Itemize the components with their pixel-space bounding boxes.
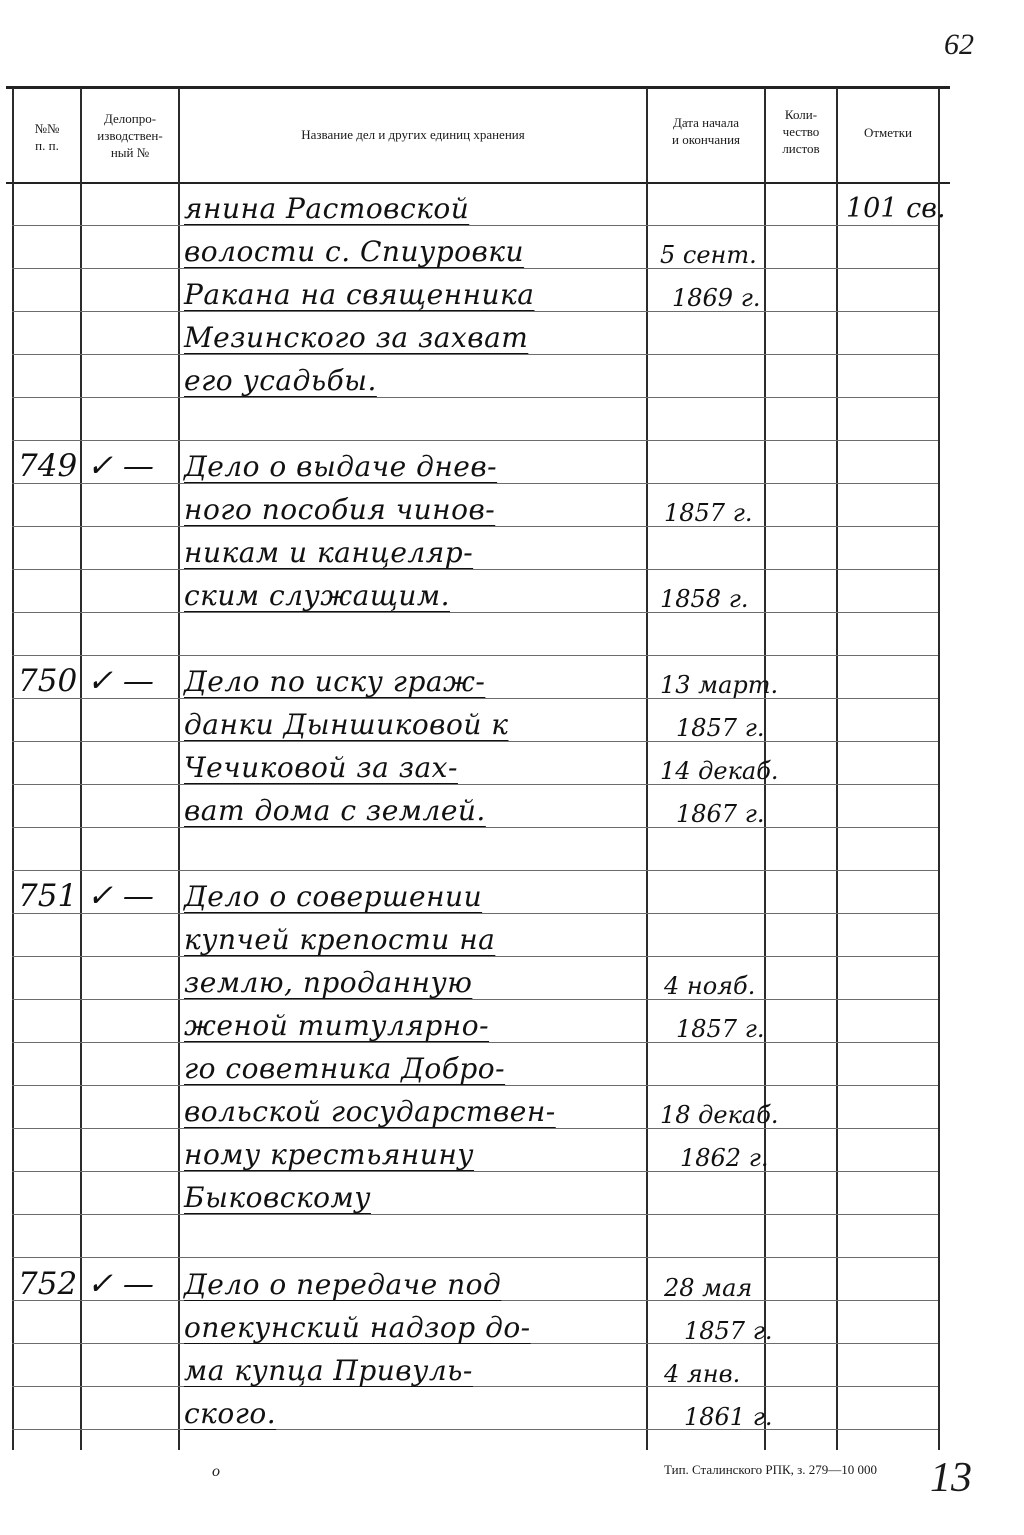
row-rule	[12, 354, 938, 355]
entry-date: 5 сент.	[660, 241, 757, 269]
entry-title-line: Дело о выдаче днев-	[184, 450, 498, 483]
entry-title-line: землю, проданную	[184, 966, 473, 999]
row-rule	[12, 1257, 938, 1258]
column-divider	[178, 88, 180, 1450]
entry-title-line: го советника Добро-	[184, 1052, 506, 1085]
header-col-number-line-2: п. п.	[35, 138, 59, 153]
column-divider	[938, 88, 940, 1450]
entry-title-line: янина Растовской	[184, 192, 470, 225]
entry-title-line: ским служащим.	[184, 579, 450, 612]
row-rule	[12, 612, 938, 613]
entry-notes: 101 св.	[846, 193, 946, 224]
column-divider	[12, 88, 14, 1450]
entry-date: 18 декаб.	[660, 1101, 779, 1129]
entry-date: 28 мая	[664, 1274, 753, 1302]
page-number: 62	[944, 28, 974, 61]
entry-date: 13 март.	[660, 671, 779, 699]
header-col-dates	[648, 114, 764, 148]
entry-date: 1858 г.	[660, 585, 749, 613]
row-rule	[12, 784, 938, 785]
entry-title-line: Ракана на священника	[184, 278, 535, 311]
entry-title-line: данки Дыншиковой к	[184, 708, 509, 741]
entry-date: 1857 г.	[676, 1015, 765, 1043]
header-col-notes: Отметки	[863, 125, 913, 140]
header-col-title: Название дел и других единиц хранения	[301, 127, 525, 142]
entry-title-line: ват дома с землей.	[184, 794, 486, 827]
entry-title-line: опекунский надзор до-	[184, 1311, 531, 1344]
row-rule	[12, 870, 938, 871]
row-rule	[12, 741, 938, 742]
row-rule	[12, 225, 938, 226]
print-info: Тип. Сталинского РПК, з. 279—10 000	[664, 1462, 878, 1477]
entry-title-line: ному крестьянину	[184, 1138, 475, 1171]
header-col-sheets-line-3: листов	[782, 141, 820, 156]
entry-date: 1867 г.	[676, 800, 765, 828]
header-col-record-number-line-3: ный №	[110, 145, 150, 160]
column-divider	[646, 88, 648, 1450]
entry-title-line: купчей крепости на	[184, 923, 496, 956]
entry-date: 1857 г.	[664, 499, 753, 527]
entry-title-line: Дело о передаче под	[184, 1268, 502, 1301]
row-rule	[12, 397, 938, 398]
header-col-sheets-line-1: Коли-	[784, 107, 818, 122]
row-rule	[12, 268, 938, 269]
row-rule	[12, 1042, 938, 1043]
entry-date: 4 нояб.	[664, 972, 756, 1000]
row-rule	[12, 827, 938, 828]
header-col-record-number-line-1: Делопро-	[103, 111, 157, 126]
column-divider	[80, 88, 82, 1450]
entry-number: 750 ✓ —	[18, 663, 154, 699]
row-rule	[12, 1128, 938, 1129]
header-col-number	[14, 120, 80, 154]
row-rule	[12, 526, 938, 527]
header-col-sheets-line-2: чество	[782, 124, 820, 139]
row-rule	[12, 569, 938, 570]
header-col-record-number-line-2: изводствен-	[97, 128, 163, 143]
row-rule	[12, 440, 938, 441]
entry-date: 14 декаб.	[660, 757, 779, 785]
entry-number: 752 ✓ —	[18, 1266, 154, 1302]
stray-mark: о	[212, 1463, 220, 1480]
entry-title-line: Мезинского за захват	[184, 321, 529, 354]
entry-date: 1857 г.	[676, 714, 765, 742]
row-rule	[12, 311, 938, 312]
entry-title-line: волости с. Спиурoвки	[184, 235, 525, 268]
header-bottom-border	[6, 182, 950, 184]
entry-title-line: Быковскому	[184, 1181, 371, 1214]
entry-date: 1857 г.	[684, 1317, 773, 1345]
entry-date: 1862 г.	[680, 1144, 769, 1172]
entry-title-line: ма купца Привуль-	[184, 1354, 473, 1387]
entry-title-line: Дело по иску граж-	[184, 665, 486, 698]
row-rule	[12, 655, 938, 656]
entry-number: 751 ✓ —	[18, 878, 154, 914]
entry-number: 749 ✓ —	[18, 448, 154, 484]
entry-title-line: его усадьбы.	[184, 364, 377, 397]
corner-mark: 13	[930, 1455, 972, 1501]
entry-date: 4 янв.	[664, 1360, 741, 1388]
entry-date: 1869 г.	[672, 284, 761, 312]
row-rule	[12, 1171, 938, 1172]
entry-title-line: Чечиковой за зах-	[184, 751, 458, 784]
row-rule	[12, 956, 938, 957]
header-col-sheets	[766, 106, 836, 157]
header-col-record-number	[82, 110, 178, 161]
entry-title-line: Дело о совершении	[184, 880, 483, 913]
entry-title-line: никам и канцеляр-	[184, 536, 474, 569]
entry-title-line: вольской государствен-	[184, 1095, 556, 1128]
header-col-number-line-1: №№	[34, 121, 60, 136]
entry-title-line: ского.	[184, 1397, 277, 1430]
column-divider	[836, 88, 838, 1450]
entry-date: 1861 г.	[684, 1403, 773, 1431]
header-col-dates-line-1: Дата начала	[672, 115, 740, 130]
row-rule	[12, 1429, 938, 1430]
entry-title-line: женой титулярно-	[184, 1009, 490, 1042]
header-col-dates-line-2: и окончания	[671, 132, 741, 147]
row-rule	[12, 1214, 938, 1215]
row-rule	[12, 999, 938, 1000]
header-top-border	[6, 86, 950, 89]
row-rule	[12, 1085, 938, 1086]
entry-title-line: ного пособия чинов-	[184, 493, 496, 526]
row-rule	[12, 1386, 938, 1387]
